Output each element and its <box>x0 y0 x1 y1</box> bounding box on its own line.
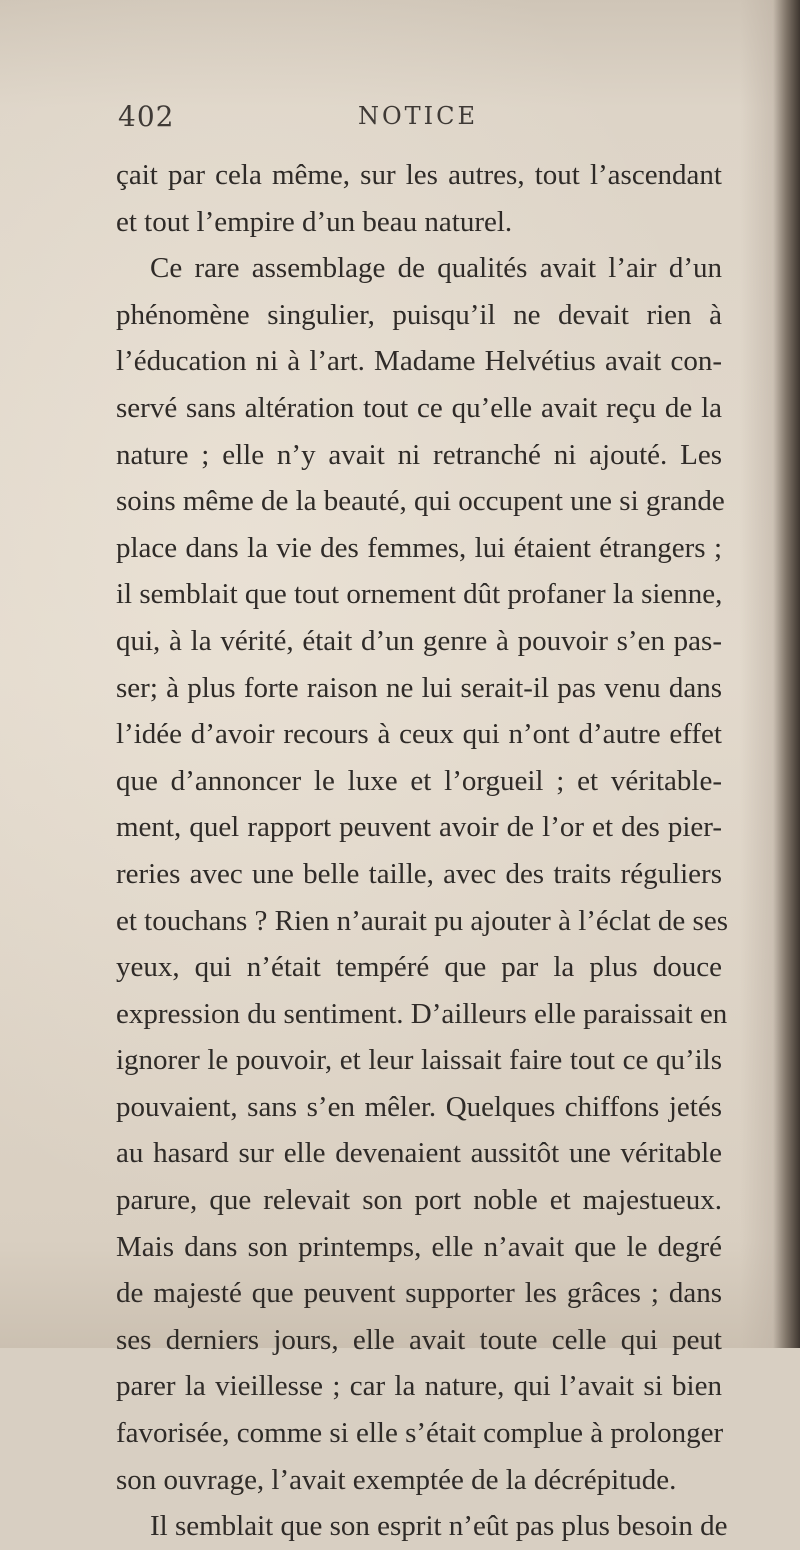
text-line: nature ; elle n’y avait ni retranché ni ajouté. Les <box>116 438 722 471</box>
running-head: NOTICE <box>358 102 479 130</box>
text-line: ses derniers jours, elle avait toute celle qui peut <box>116 1323 722 1356</box>
text-line: expression du sentiment. D’ailleurs elle paraissait en <box>116 997 728 1030</box>
text-line: l’éducation ni à l’art. Madame Helvétius avait con- <box>116 345 722 378</box>
text-line: Mais dans son printemps, elle n’avait que le degré <box>116 1230 722 1263</box>
text-line: soins même de la beauté, qui occupent une si grande <box>116 485 725 518</box>
body-text <box>116 152 728 1550</box>
text-line: parer la vieillesse ; car la nature, qui l’avait si bien <box>116 1370 722 1403</box>
text-line: pouvaient, sans s’en mêler. Quelques chiffons jetés <box>116 1090 722 1123</box>
text-line: qui, à la vérité, était d’un genre à pouvoir s’en pas- <box>116 624 722 657</box>
text-line: favorisée, comme si elle s’était complue à prolonger <box>116 1417 724 1450</box>
text-line: Il semblait que son esprit n’eût pas plus besoin de <box>150 1510 728 1543</box>
page-number: 402 <box>118 100 175 133</box>
page-gutter-shadow <box>740 0 800 1348</box>
text-line: parure, que relevait son port noble et majestueux. <box>116 1184 722 1217</box>
page-header <box>118 100 718 140</box>
text-line: Ce rare assemblage de qualités avait l’air d’un <box>150 252 722 285</box>
text-line: et touchans ? Rien n’aurait pu ajouter à l’éclat de ses <box>116 904 728 937</box>
text-line: çait par cela même, sur les autres, tout l’ascendant <box>116 159 722 191</box>
text-line: ment, quel rapport peuvent avoir de l’or et des pier- <box>116 811 722 844</box>
text-line: yeux, qui n’était tempéré que par la plus douce <box>116 951 722 984</box>
text-line: phénomène singulier, puisqu’il ne devait rien à <box>116 298 722 331</box>
text-line: l’idée d’avoir recours à ceux qui n’ont d’autre effet <box>116 718 722 751</box>
text-line: son ouvrage, l’avait exemptée de la décrépitude. <box>116 1463 677 1496</box>
text-line: ser; à plus forte raison ne lui serait-il pas venu dans <box>116 671 722 704</box>
text-line: ignorer le pouvoir, et leur laissait faire tout ce qu’ils <box>116 1044 722 1077</box>
text-line: de majesté que peuvent supporter les grâces ; dans <box>116 1277 722 1310</box>
text-line: au hasard sur elle devenaient aussitôt une véritable <box>116 1137 722 1170</box>
text-line: et tout l’empire d’un beau naturel. <box>116 205 513 238</box>
text-line: servé sans altération tout ce qu’elle avait reçu de la <box>116 391 722 424</box>
text-line: reries avec une belle taille, avec des traits réguliers <box>116 857 722 890</box>
text-line: que d’annoncer le luxe et l’orgueil ; et véritable- <box>116 764 722 797</box>
text-line: place dans la vie des femmes, lui étaient étrangers ; <box>116 531 722 564</box>
text-line: il semblait que tout ornement dût profaner la sienne, <box>116 578 723 611</box>
